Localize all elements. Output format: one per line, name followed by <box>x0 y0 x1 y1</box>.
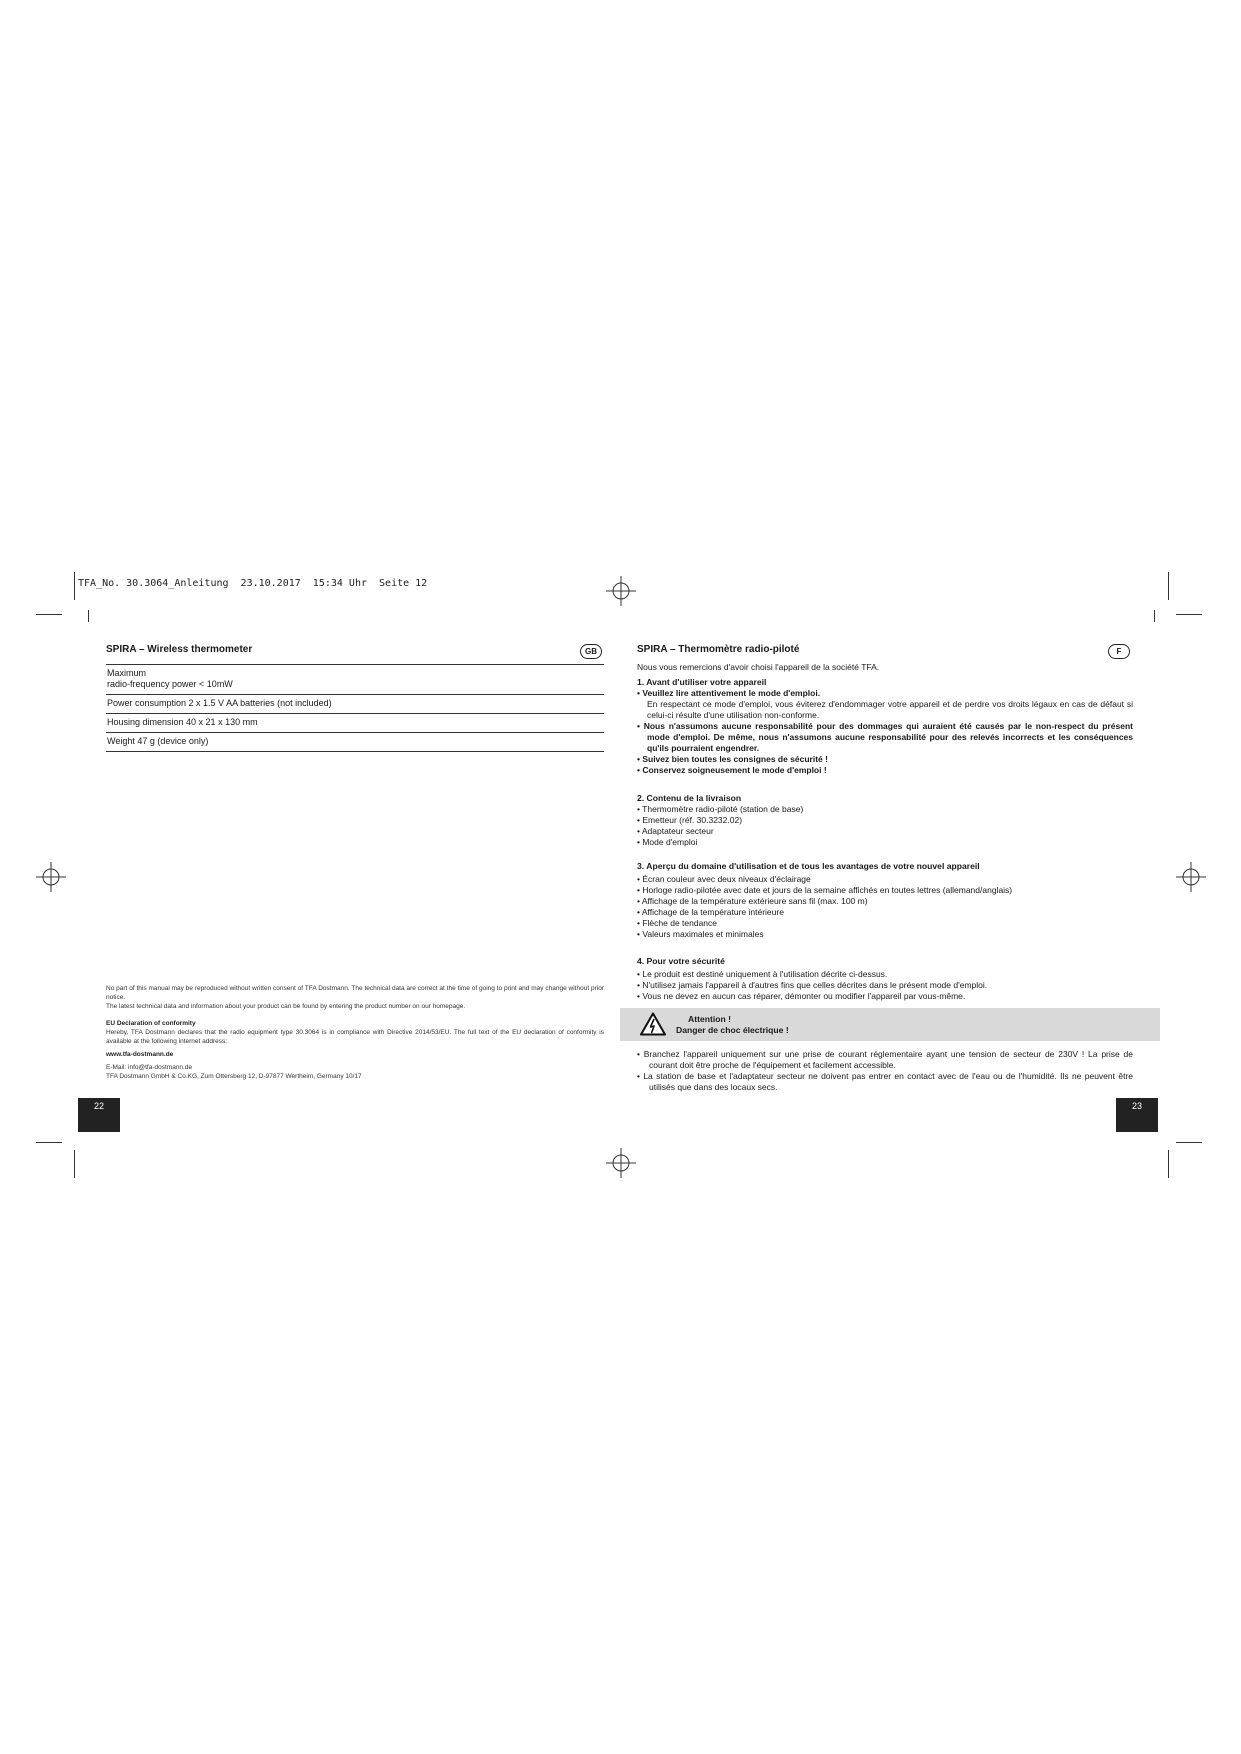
spec-row: Power consumption 2 x 1.5 V AA batteries (not included) <box>106 694 604 713</box>
bullet-bold: • Nous n'assumons aucune responsabilité pour des dommages qui auraient été causés par le non-respect du présent mode d'emploi. De même, nous n'assumons aucune responsabilité pour des relevés incorrects et les conséquences qu'ils pourraient engendrer. <box>637 721 1133 753</box>
registration-mark-icon <box>1176 862 1206 892</box>
section-2 <box>637 793 1133 848</box>
print-header: TFA_No. 30.3064_Anleitung 23.10.2017 15:34 Uhr Seite 12 <box>78 578 428 589</box>
crop-mark-icon <box>36 1142 62 1143</box>
crop-mark-icon <box>1168 572 1169 600</box>
list-item: • Horloge radio-pilotée avec date et jours de la semaine affichés en toutes lettres (allemand/anglais) <box>637 885 1013 895</box>
list-item: • Adaptateur secteur <box>637 826 714 836</box>
warning-line: Attention ! <box>688 1014 731 1024</box>
section-heading: 4. Pour votre sécurité <box>637 956 725 966</box>
intro-text: Nous vous remercions d'avoir choisi l'appareil de la société TFA. <box>637 662 880 672</box>
email-text: E-Mail: info@tfa-dostmann.de <box>106 1064 193 1071</box>
registration-mark-icon <box>606 1148 636 1178</box>
registration-mark-icon <box>36 862 66 892</box>
list-item: • Emetteur (réf. 30.3232.02) <box>637 815 743 825</box>
warning-box <box>620 1008 1160 1041</box>
spec-table <box>106 664 604 752</box>
legal-block <box>106 984 604 1081</box>
section-3 <box>637 861 1133 940</box>
list-item: • Thermomètre radio-piloté (station de base) <box>637 804 804 814</box>
section-heading: 2. Contenu de la livraison <box>637 793 742 803</box>
spec-row: Housing dimension 40 x 21 x 130 mm <box>106 713 604 732</box>
page-number: 23 <box>1116 1098 1158 1132</box>
legal-text: The latest technical data and information about your product can be found by entering the product number on our homepage. <box>106 1003 466 1010</box>
language-badge: GB <box>580 644 602 659</box>
registration-mark-icon <box>606 576 636 606</box>
section-1 <box>637 677 1133 776</box>
crop-mark-icon <box>1168 1150 1169 1178</box>
section-4 <box>637 956 1133 1002</box>
website-link[interactable]: www.tfa-dostmann.de <box>106 1051 174 1058</box>
list-item: • Affichage de la température intérieure <box>637 907 784 917</box>
crop-mark-icon <box>1154 610 1155 622</box>
language-badge: F <box>1108 644 1130 659</box>
list-item: • Branchez l'appareil uniquement sur une prise de courant réglementaire ayant une tension de secteur de 230V ! La prise de courant doit être proche de l'équipement et facilement accessible. <box>637 1049 1133 1070</box>
crop-mark-icon <box>36 614 62 615</box>
eu-text: Hereby, TFA Dostmann declares that the radio equipment type 30.3064 is in compliance with Directive 2014/53/EU. The full text of the EU declaration of conformity is available at the following internet address: <box>106 1029 604 1045</box>
crop-mark-icon <box>1176 1142 1202 1143</box>
page-title: SPIRA – Thermomètre radio-piloté <box>637 644 800 655</box>
list-item: • La station de base et l'adaptateur secteur ne doivent pas entrer en contact avec de l'eau ou de l'humidité. Ils ne peuvent être utilisés que dans des locaux secs. <box>637 1071 1133 1092</box>
list-item: • Valeurs maximales et minimales <box>637 929 764 939</box>
crop-mark-icon <box>88 610 89 622</box>
bullet-bold: • Conservez soigneusement le mode d'emploi ! <box>637 765 827 775</box>
page-title: SPIRA – Wireless thermometer <box>106 644 253 655</box>
list-item: • Affichage de la température extérieure sans fil (max. 100 m) <box>637 896 868 906</box>
post-warning-list <box>637 1049 1133 1093</box>
page-number: 22 <box>78 1098 120 1132</box>
crop-mark-icon <box>74 1150 75 1178</box>
electric-warning-icon <box>640 1012 666 1036</box>
warning-text <box>676 1014 789 1036</box>
warning-line: Danger de choc électrique ! <box>676 1025 789 1035</box>
list-item: • Vous ne devez en aucun cas réparer, démonter ou modifier l'appareil par vous-même. <box>637 991 966 1001</box>
eu-heading: EU Declaration of conformity <box>106 1020 196 1027</box>
list-item: • Mode d'emploi <box>637 837 698 847</box>
section-heading: 3. Aperçu du domaine d'utilisation et de tous les avantages de votre nouvel appareil <box>637 861 980 871</box>
crop-mark-icon <box>74 572 75 600</box>
bullet-bold: • Suivez bien toutes les consignes de sécurité ! <box>637 754 828 764</box>
list-item: • Flèche de tendance <box>637 918 718 928</box>
spec-row: Maximum radio-frequency power < 10mW <box>106 664 604 694</box>
section-heading: 1. Avant d'utiliser votre appareil <box>637 677 767 687</box>
list-item: • N'utilisez jamais l'appareil à d'autres fins que celles décrites dans le présent mode d'emploi. <box>637 980 988 990</box>
legal-text: No part of this manual may be reproduced without written consent of TFA Dostmann. The technical data are correct at the time of going to print and may change without prior notice. <box>106 985 604 1001</box>
address-text: TFA Dostmann GmbH & Co.KG, Zum Ottersberg 12, D-97877 Wertheim, Germany 10/17 <box>106 1073 362 1080</box>
list-item: • Écran couleur avec deux niveaux d'éclairage <box>637 874 811 884</box>
crop-mark-icon <box>1176 614 1202 615</box>
list-item: • Le produit est destiné uniquement à l'utilisation décrite ci-dessus. <box>637 969 888 979</box>
bullet-text: En respectant ce mode d'emploi, vous éviterez d'endommager votre appareil et de perdre vos droits légaux en cas de défaut si celui-ci résulte d'une utilisation non-conforme. <box>647 699 1133 720</box>
spec-row: Weight 47 g (device only) <box>106 732 604 752</box>
bullet-bold: • Veuillez lire attentivement le mode d'emploi. <box>637 688 821 698</box>
